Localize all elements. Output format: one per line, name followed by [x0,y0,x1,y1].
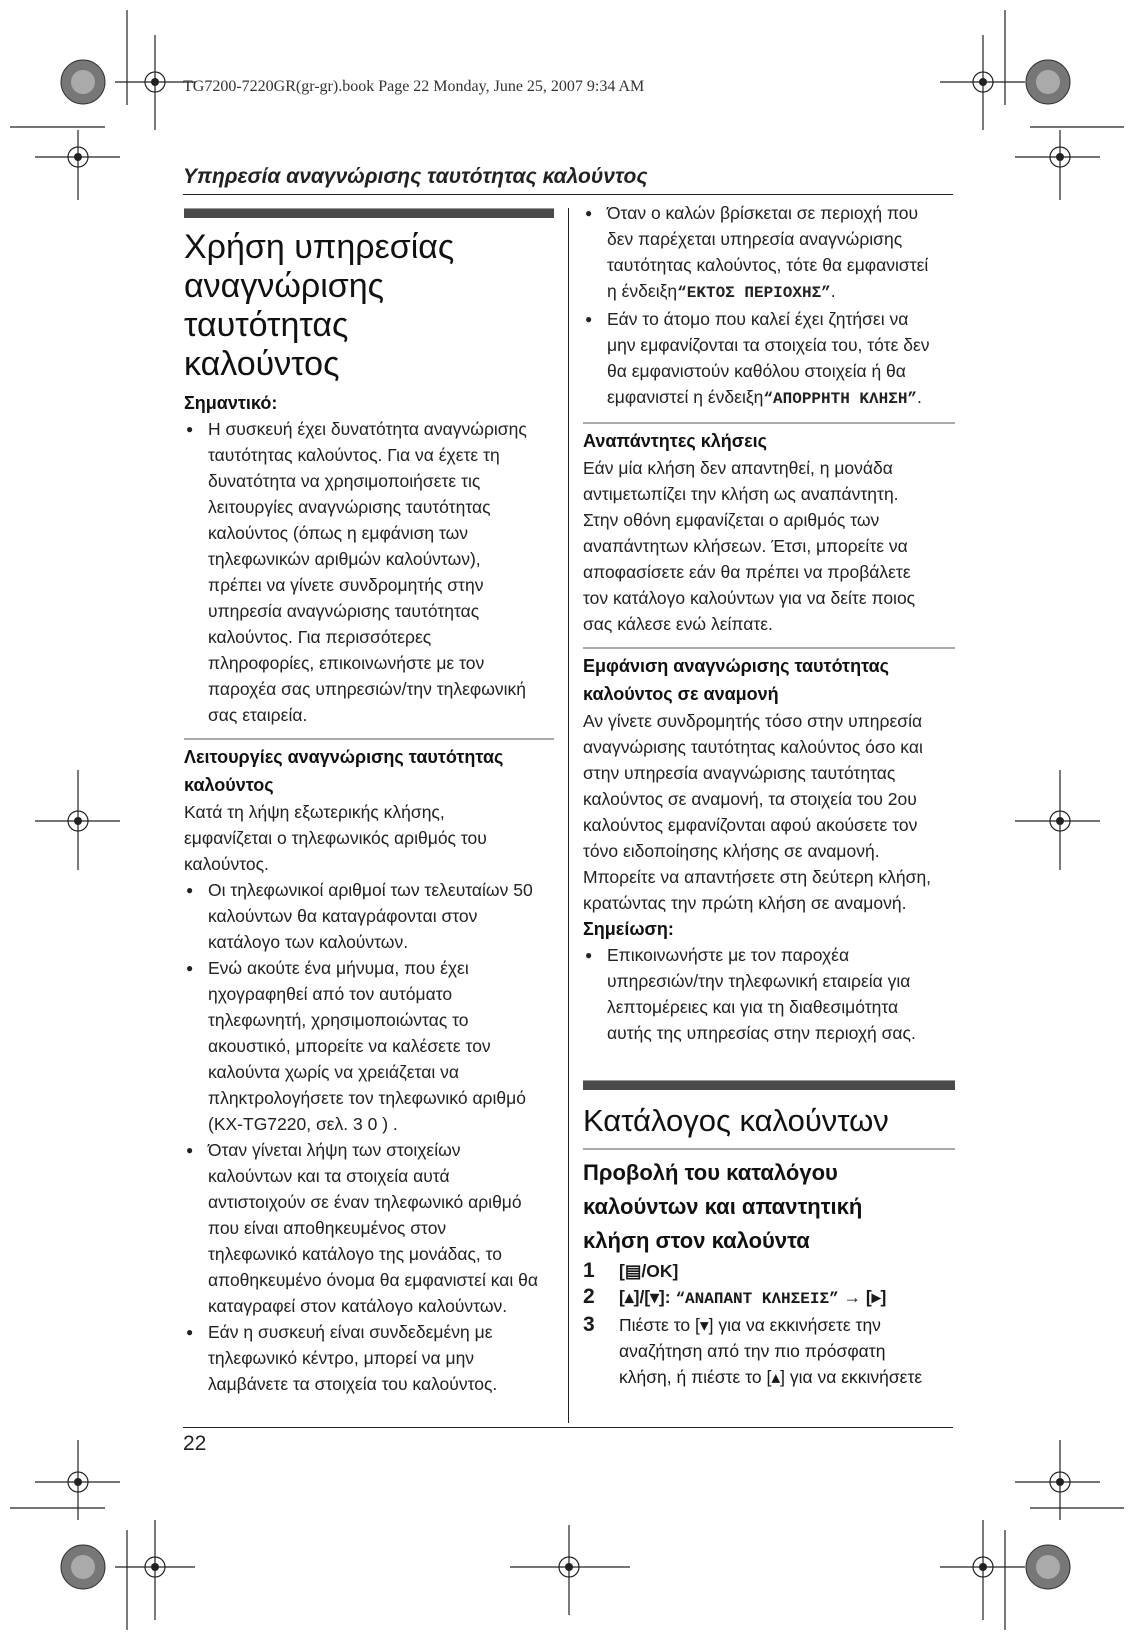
missed-calls-heading: Αναπάντητες κλήσεις [583,422,955,455]
step-1: 1 [▤/OK] [583,1259,679,1282]
features-intro: Κατά τη λήψη εξωτερικής κλήσης, εμφανίζεται ο τηλεφωνικός αριθμός του καλούντος. [184,802,487,874]
list-item: ● Οι τηλεφωνικοί αριθμοί των τελευταίων 50 καλούντων θα καταγράφονται στον κατάλογο των καλούντων. [184,877,554,955]
note-list [583,942,955,1046]
section-bar [184,208,554,218]
display-message: “ΑΝΑΠΑΝΤ ΚΛΗΣΕΙΣ” [675,1290,839,1308]
list-item: ● Επικοινωνήστε με τον παροχέα υπηρεσιών/την τηλεφωνική εταιρεία για λεπτομέρειες και για τη διαθεσιμότητα αυτής της υπηρεσίας στην περιοχή σας. [583,942,955,1046]
list-item: ● Η συσκευή έχει δυνατότητα αναγνώρισης ταυτότητας καλούντος. Για να έχετε τη δυνατότητα να χρησιμοποιήσετε τις λειτουργίες αναγνώρισης ταυτότητας καλούντος (όπως η εμφάνιση των τηλεφωνικών αριθμών καλούντων), πρέπει να γίνετε συνδρομητής στην υπηρεσία αναγνώρισης ταυτότητας καλούντος. Για περισσότερες πληροφορίες, επικοινωνήστε με τον παροχέα σας υπηρεσιών/την τηλεφωνική σας εταιρεία. [184,416,554,728]
missed-calls-text: Εάν μία κλήση δεν απαντηθεί, η μονάδα αντιμετωπίζει την κλήση ως αναπάντητη. Στην οθόνη εμφανίζεται ο αριθμός των αναπάντητων κλήσεων. Έτσι, μπορείτε να αποφασίσετε εάν θα πρέπει να προβάλετε τον κατάλογο καλούντων για να δείτε ποιος σας κάλεσε ενώ λείπατε. [583,458,916,634]
step-2: 2 [▴]/[▾]: “ΑΝΑΠΑΝΤ ΚΛΗΣΕΙΣ” → [▸] [583,1285,887,1308]
running-head-rule [183,194,953,195]
display-message: “ΕΚΤΟΣ ΠΕΡΙΟΧΗΣ” [677,284,831,302]
features-heading: Λειτουργίες αναγνώρισης ταυτότητας καλούντος [184,738,554,799]
note-label: Σημείωση: [583,919,674,939]
caller-list-title: Κατάλογος καλούντων [583,1103,889,1138]
right-column [583,200,955,1390]
section-title: Χρήση υπηρεσίας αναγνώρισης ταυτότητας καλούντος [184,228,455,383]
left-column [184,208,554,1397]
list-item: ● Όταν ο καλών βρίσκεται σε περιοχή που δεν παρέχεται υπηρεσία αναγνώρισης ταυτότητας καλούντος, τότε θα εμφανιστεί η ένδειξη“ΕΚΤΟΣ ΠΕΡΙΟΧΗΣ”. [583,200,955,306]
list-item: ● Εάν η συσκευή είναι συνδεδεμένη με τηλεφωνικό κέντρο, μπορεί να μην λαμβάνετε τα στοιχεία του καλούντος. [184,1319,554,1397]
print-header: TG7200-7220GR(gr-gr).book Page 22 Monday, June 25, 2007 9:34 AM [183,78,645,95]
step-3: 3 Πιέστε το [▾] για να εκκινήσετε την αναζήτηση από την πιο πρόσφατη κλήση, ή πιέστε το [▴] για να εκκινήσετε [583,1313,923,1387]
steps-list [583,1258,955,1390]
list-item: ● Εάν το άτομο που καλεί έχει ζητήσει να μην εμφανίζονται τα στοιχεία του, τότε δεν θα εμφανιστούν καθόλου στοιχεία ή θα εμφανιστεί η ένδειξη“ΑΠΟΡΡΗΤΗ ΚΛΗΣΗ”. [583,306,955,412]
display-notes-list [583,200,955,412]
features-list [184,877,554,1397]
important-list [184,416,554,728]
page-number: 22 [183,1432,207,1455]
section-bar [583,1080,955,1090]
view-caller-list-heading: Προβολή του καταλόγου καλούντων και απαντητική κλήση στον καλούντα [583,1148,955,1258]
important-label: Σημαντικό: [184,393,278,413]
display-message: “ΑΠΟΡΡΗΤΗ ΚΛΗΣΗ” [763,390,918,408]
menu-ok-key: [▤/OK] [619,1261,679,1281]
list-item: ● Όταν γίνεται λήψη των στοιχείων καλούντων και τα στοιχεία αυτά αντιστοιχούν σε έναν τηλεφωνικό αριθμό που είναι αποθηκευμένος στον τηλεφωνικό κατάλογο της μονάδας, το αποθηκευμένο όνομα θα εμφανιστεί και θα καταγραφεί στον κατάλογο καλούντων. [184,1137,554,1319]
footer-rule [183,1427,953,1428]
running-head: Υπηρεσία αναγνώρισης ταυτότητας καλούντος [183,165,648,188]
call-waiting-heading: Εμφάνιση αναγνώρισης ταυτότητας καλούντος σε αναμονή [583,647,955,708]
list-item: ● Ενώ ακούτε ένα μήνυμα, που έχει ηχογραφηθεί από τον αυτόματο τηλεφωνητή, χρησιμοποιώντας το ακουστικό, μπορείτε να καλέσετε τον καλούντα χωρίς να χρειάζεται να πληκτρολογήσετε τον τηλεφωνικό αριθμό (KX-TG7220, σελ. 3 0 ) . [184,955,554,1137]
column-divider [568,208,569,1423]
call-waiting-text: Αν γίνετε συνδρομητής τόσο στην υπηρεσία αναγνώρισης ταυτότητας καλούντος όσο και στην υπηρεσία αναγνώρισης ταυτότητας καλούντος σε αναμονή, τα στοιχεία του 2ου καλούντος εμφανίζονται αφού ακούσετε τον τόνο ειδοποίησης κλήσης σε αναμονή. Μπορείτε να απαντήσετε στη δεύτερη κλήση, κρατώντας την πρώτη κλήση σε αναμονή. [583,711,932,913]
